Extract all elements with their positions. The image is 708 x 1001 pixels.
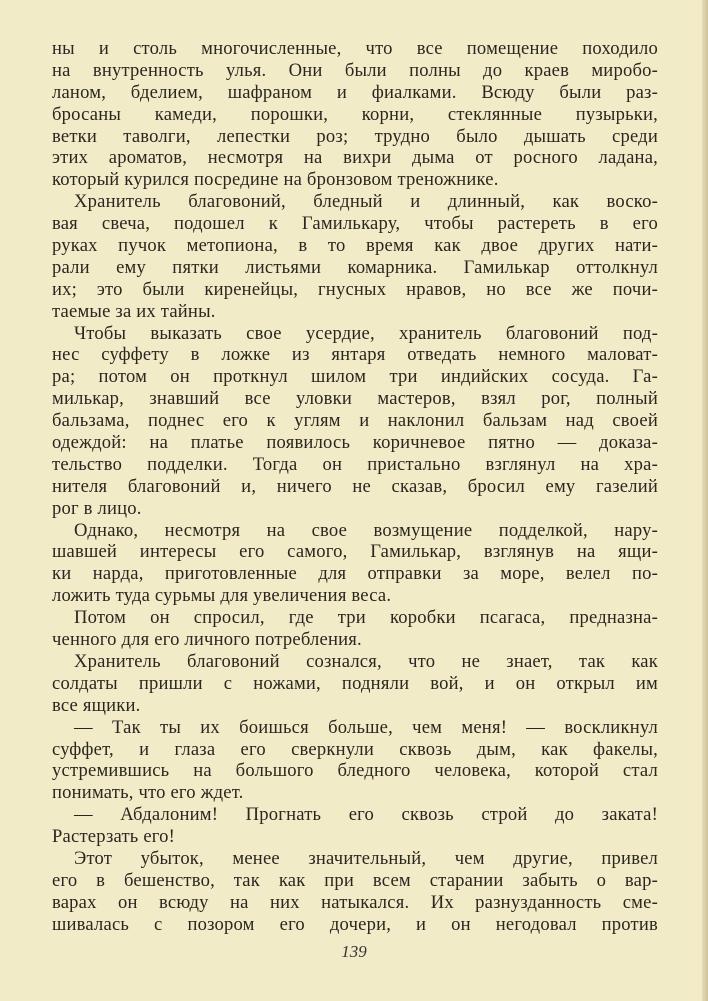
text-line: шивалась с позором его дочери, и он негодовал против — [52, 913, 658, 935]
text-line: бросаны камеди, порошки, корни, стеклянные пузырьки, — [52, 103, 658, 125]
paragraph — [52, 191, 658, 322]
text-line: ченного для его личного потребления. — [52, 629, 362, 651]
text-line: суффет, и глаза его сверкнули сквозь дым, как факелы, — [52, 738, 658, 760]
paragraph — [52, 607, 658, 651]
paragraph — [52, 520, 658, 608]
text-line: устремившись на большого бледного человека, которой стал — [52, 760, 658, 782]
text-line: — Так ты их боишься больше, чем меня! — воскликнул — [74, 716, 658, 738]
text-line: ветки таволги, лепестки роз; трудно было дышать среди — [52, 125, 658, 147]
text-line: вая свеча, подошел к Гамилькару, чтобы растереть в его — [52, 213, 658, 235]
paragraph — [52, 717, 658, 805]
paragraph — [52, 651, 658, 717]
text-line: тельство подделки. Тогда он пристально взглянул на хра- — [52, 453, 658, 475]
text-line: Хранитель благовоний, бледный и длинный, как воско- — [74, 191, 658, 213]
text-line: Этот убыток, менее значительный, чем другие, привел — [74, 847, 658, 869]
text-line: рали ему пятки листьями комарника. Гамилькар оттолкнул — [52, 256, 658, 278]
text-line: бальзама, поднес его к углям и наклонил бальзам над своей — [52, 410, 658, 432]
text-line: — Абдалоним! Прогнать его сквозь строй до заката! — [74, 804, 658, 826]
text-line: ланом, бделием, шафраном и фиалками. Всюду были раз- — [52, 81, 658, 103]
text-line: Потом он спросил, где три коробки псагаса, предназна- — [74, 607, 658, 629]
text-line: руках пучок метопиона, в то время как двое других нати- — [52, 235, 658, 257]
text-line: ложить туда сурьмы для увеличения веса. — [52, 585, 392, 607]
text-line: Хранитель благовоний сознался, что не знает, так как — [74, 650, 658, 672]
text-line: Растерзать его! — [52, 826, 176, 848]
text-line: одеждой: на платье появилось коричневое пятно — доказа- — [52, 432, 658, 454]
paragraph — [52, 38, 658, 191]
text-line: милькар, знавший все уловки мастеров, взял рог, полный — [52, 388, 658, 410]
text-line: этих ароматов, несмотря на вихри дыма от росного ладана, — [52, 147, 658, 169]
text-line: рог в лицо. — [52, 497, 142, 519]
text-line: который курился посредине на бронзовом треножнике. — [52, 169, 499, 191]
text-line: варах он всюду на них натыкался. Их разнузданность сме- — [52, 891, 658, 913]
paragraph — [52, 804, 658, 848]
text-line: ки нарда, приготовленные для отправки за море, велел по- — [52, 563, 658, 585]
page-number: 139 — [341, 942, 367, 961]
text-line: солдаты пришли с ножами, подняли вой, и он открыл им — [52, 672, 658, 694]
page-body — [52, 38, 658, 936]
text-line: нителя благовоний и, ничего не сказав, бросил ему газелий — [52, 475, 658, 497]
text-line: его в бешенство, так как при всем старании забыть о вар- — [52, 869, 658, 891]
text-line: Однако, несмотря на свое возмущение подделкой, нару- — [74, 519, 658, 541]
text-line: ны и столь многочисленные, что все помещение походило — [52, 38, 658, 59]
paragraph — [52, 323, 658, 520]
text-line: понимать, что его ждет. — [52, 782, 244, 804]
paragraph — [52, 848, 658, 936]
text-line: Чтобы выказать свое усердие, хранитель благовоний под- — [74, 322, 658, 344]
text-line: ра; потом он проткнул шилом три индийских сосуда. Га- — [52, 366, 658, 388]
page-edge — [702, 0, 708, 1001]
text-line: все ящики. — [52, 694, 141, 716]
text-line: их; это были киренейцы, гнусных нравов, но все же почи- — [52, 278, 658, 300]
text-line: нес суффету в ложке из янтаря отведать немного маловат- — [52, 344, 658, 366]
text-line: таемые за их тайны. — [52, 300, 216, 322]
text-line: на внутренность улья. Они были полны до краев миробо- — [52, 59, 658, 81]
text-line: шавшей интересы его самого, Гамилькар, взглянув на ящи- — [52, 541, 658, 563]
